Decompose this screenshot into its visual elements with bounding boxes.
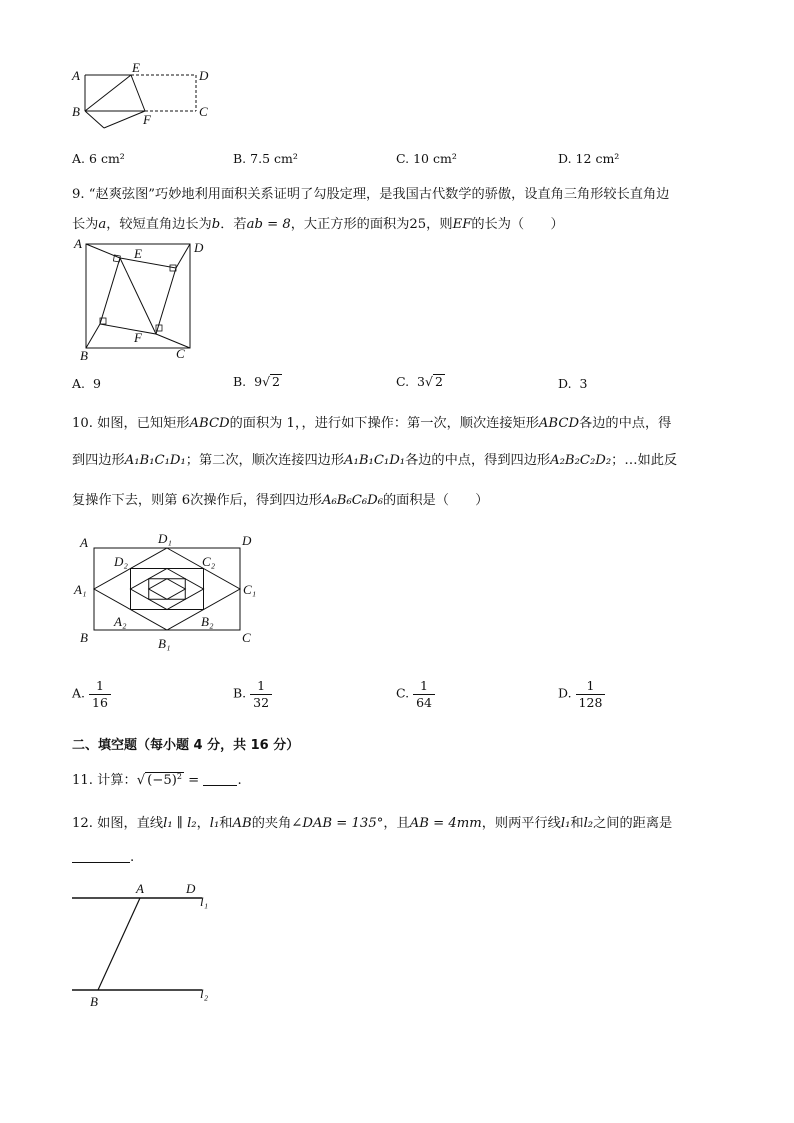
q8-label-d: D [199,68,209,83]
q8-label-b: B [72,104,80,119]
q10-label-d1: D₁ [158,531,172,546]
q10-stem-line2: 到四边形A₁B₁C₁D₁；第二次，顺次连接四边形A₁B₁C₁D₁各边的中点，得到四边形A₂B₂C₂D₂；…如此反 [72,453,678,468]
q9-option-c[interactable]: C. 3√ 2 [396,374,443,389]
q9-label-d: D [194,240,204,255]
q12-label-l1: l₁ [200,894,209,909]
q10-option-d[interactable]: D. $\frac{1}{128}$ [558,678,605,710]
q12-stem-line2: . [72,850,134,865]
q9-label-b: B [80,348,88,363]
q10-stem-line1: 10. 如图，已知矩形ABCD的面积为 1，，进行如下操作：第一次，顺次连接矩形ABCD各边的中点，得 [72,416,672,431]
q10-label-b: B [80,630,88,645]
q10-label-d: D [242,533,252,548]
q11-answer-blank[interactable] [203,785,237,786]
q10-label-a1: A₁ [74,582,87,597]
q10-figure [70,528,270,654]
q9-stem-line1: 9. “赵爽弦图”巧妙地利用面积关系证明了勾股定理，是我国古代数学的骄傲，设直角三角形较长直角边 [72,187,670,202]
q10-label-a: A [80,535,88,550]
q9-label-f: F [134,330,142,345]
q10-stem-line3: 复操作下去，则第 6次操作后，得到四边形A₆B₆C₆D₆的面积是（ ） [72,493,489,508]
sqrt-icon: √ 2 [425,374,443,389]
q10-quad-4 [149,579,186,600]
q8-option-b[interactable]: B. 7.5 cm² [233,151,298,166]
q8-segment-fold2 [104,111,145,128]
q10-quad-5 [149,579,186,600]
section-title-fill-in: 二、填空题（每小题 4 分，共 16 分） [72,738,300,753]
q9-stem-line2: 长为a，较短直角边长为b．若ab = 8，大正方形的面积为25，则EF的长为（ ） [72,217,564,232]
q10-label-c2: C₂ [202,554,216,569]
sqrt-icon: √ $(-5)^2$ [136,772,182,788]
q9-option-a[interactable]: A. 9 [72,376,101,391]
q8-label-a: A [72,68,80,83]
q8-option-c[interactable]: C. 10 cm² [396,151,457,166]
q10-label-a2: A₂ [114,614,127,629]
q10-label-c1: C₁ [243,582,257,597]
q9-line-d [176,244,190,268]
q12-figure [68,876,228,1014]
q8-segment-fold1 [85,111,104,128]
q10-quad-2 [131,569,204,610]
q8-figure [66,62,226,130]
q12-label-a: A [136,881,144,896]
sqrt-icon: √ 2 [262,374,280,389]
q10-label-b1: B₁ [158,636,171,651]
q9-right-angle-e [113,255,120,262]
q8-label-e: E [132,60,140,75]
q9-label-e: E [134,246,142,261]
q11-stem: 11. 计算：√ $(-5)^2$ = . [72,772,242,788]
q9-line-b [86,324,100,348]
q10-option-b[interactable]: B. $\frac{1}{32}$ [233,678,272,710]
q12-segment-ab [98,898,140,990]
q12-answer-blank[interactable] [72,862,130,863]
q10-label-c: C [242,630,251,645]
q9-option-b[interactable]: B. 9√ 2 [233,374,280,389]
q10-option-c[interactable]: C. $\frac{1}{64}$ [396,678,435,710]
q9-figure [70,236,204,364]
q8-label-c: C [199,104,208,119]
q8-option-a[interactable]: A. 6 cm² [72,151,125,166]
q8-segment-ef [131,75,145,111]
q9-label-c: C [176,346,185,361]
q8-option-d[interactable]: D. 12 cm² [558,151,620,166]
q9-line-cf [156,334,190,348]
q12-stem-line1: 12. 如图，直线l₁ ∥ l₂，l₁和AB的夹角∠DAB = 135°，且AB = 4mm，则两平行线l₁和l₂之间的距离是 [72,816,673,831]
q9-option-d[interactable]: D. 3 [558,376,588,391]
q10-label-b2: B₂ [201,614,214,629]
q12-label-d: D [186,881,196,896]
q10-option-a[interactable]: A. $\frac{1}{16}$ [72,678,111,710]
q10-label-d2: D₂ [114,554,128,569]
q9-label-a: A [74,236,82,251]
q9-segment-ef [120,258,156,334]
q12-label-b: B [90,994,98,1009]
q9-line-ae [86,244,120,258]
q12-label-l2: l₂ [200,986,209,1001]
q8-segment-be [85,75,131,111]
q10-quad-3 [131,569,204,610]
q8-label-f: F [143,112,151,127]
